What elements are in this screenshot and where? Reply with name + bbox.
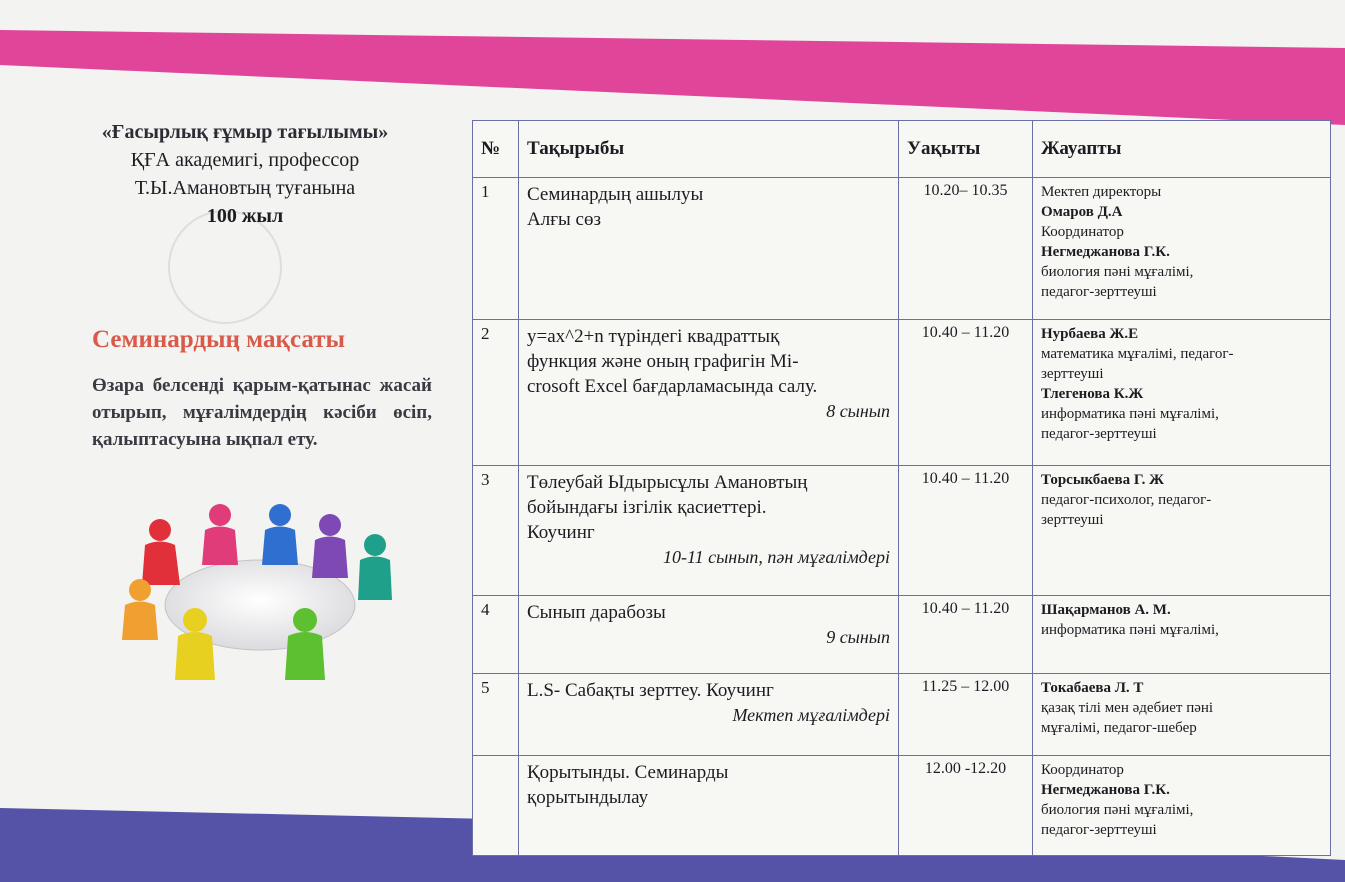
figure-blue [262,504,298,565]
row-time: 10.40 – 11.20 [899,320,1033,466]
topic-line: қорытындылау [527,787,649,808]
row-time: 12.00 -12.20 [899,756,1033,856]
responsible-name: Токабаева Л. Т [1041,680,1144,696]
topic-line: Семинардың ашылуы [527,184,704,205]
figure-red [142,519,180,585]
row-time: 11.25 – 12.00 [899,674,1033,756]
table-header-row [473,121,1331,178]
table-row [473,466,1331,596]
header-number: № [473,121,519,178]
figure-orange [122,579,158,640]
responsible-role: Мектеп директоры [1041,184,1162,200]
people-around-table-icon [120,490,400,690]
table-row [473,674,1331,756]
responsible-role: биология пәні мұғалімі, [1041,264,1194,280]
row-number [473,756,519,856]
table-row [473,756,1331,856]
row-responsible [1033,756,1331,856]
topic-audience: Мектеп мұғалімдері [732,705,890,725]
row-responsible [1033,596,1331,674]
event-subtitle-1: ҚҒА академигі, профессор [130,149,360,171]
row-number: 1 [473,178,519,320]
row-number: 5 [473,674,519,756]
event-header [40,118,450,230]
row-topic [519,596,899,674]
figure-purple [312,514,348,578]
header-responsible: Жауапты [1033,121,1331,178]
topic-line: Сынып дарабозы [527,602,666,623]
topic-audience: 9 сынып [826,627,890,647]
responsible-role: педагог-зерттеуші [1041,284,1157,300]
figure-magenta [202,504,238,565]
table-row [473,178,1331,320]
topic-line: Төлеубай Ыдырысұлы Амановтың [527,472,808,493]
topic-line: функция және оның графигін Mi- [527,351,799,372]
responsible-role: информатика пәні мұғалімі, [1041,406,1219,422]
row-time: 10.40 – 11.20 [899,596,1033,674]
row-responsible [1033,178,1331,320]
responsible-role: информатика пәні мұғалімі, [1041,622,1219,638]
responsible-name: Негмеджанова Г.К. [1041,244,1170,260]
responsible-role: педагог-психолог, педагог- [1041,492,1212,508]
topic-line: бойындағы ізгілік қасиеттері. [527,497,767,518]
event-anniversary: 100 жыл [206,205,284,227]
responsible-role: биология пәні мұғалімі, [1041,802,1194,818]
schedule-table [472,120,1331,856]
row-number: 3 [473,466,519,596]
topic-audience: 10-11 сынып, пән мұғалімдері [662,547,890,567]
row-topic [519,320,899,466]
responsible-role: педагог-зерттеуші [1041,822,1157,838]
responsible-role: математика мұғалімі, педагог- [1041,346,1234,362]
responsible-role: зерттеуші [1041,366,1104,382]
event-subtitle-2: Т.Ы.Амановтың туғанына [134,177,356,199]
topic-line: Коучинг [527,522,595,543]
row-number: 4 [473,596,519,674]
topic-audience: 8 сынып [826,401,890,421]
row-time: 10.20– 10.35 [899,178,1033,320]
responsible-role: мұғалімі, педагог-шебер [1041,720,1197,736]
topic-line: Қорытынды. Семинарды [527,762,729,783]
responsible-name: Тлегенова К.Ж [1041,386,1144,402]
header-time: Уақыты [899,121,1033,178]
topic-line: Алғы сөз [527,209,601,230]
responsible-role: Координатор [1041,762,1124,778]
responsible-name: Нурбаева Ж.Е [1041,326,1139,342]
responsible-name: Негмеджанова Г.К. [1041,782,1170,798]
topic-line: crosoft Excel бағдарламасында салу. [527,376,818,397]
table-row [473,320,1331,466]
row-responsible [1033,674,1331,756]
responsible-role: қазақ тілі мен әдебиет пәні [1041,700,1214,716]
row-responsible [1033,466,1331,596]
row-responsible [1033,320,1331,466]
topic-line: y=ax^2+n түріндегі квадраттық [527,326,780,347]
event-title: «Ғасырлық ғұмыр тағылымы» [101,121,389,143]
responsible-role: Координатор [1041,224,1124,240]
row-number: 2 [473,320,519,466]
row-time: 10.40 – 11.20 [899,466,1033,596]
figure-teal [358,534,392,600]
header-topic: Тақырыбы [519,121,899,178]
goal-title: Семинардың мақсаты [92,326,346,353]
table-row [473,596,1331,674]
goal-text: Өзара белсенді қарым-қатынас жасай отырып, мұғалімдердің кәсіби өсіп, қалыптасуына ықпал ету. [92,375,432,450]
responsible-name: Шақарманов А. М. [1041,602,1171,618]
topic-line: L.S- Сабақты зерттеу. Коучинг [527,680,774,701]
responsible-name: Омаров Д.А [1041,204,1123,220]
row-topic [519,178,899,320]
responsible-name: Торсыкбаева Г. Ж [1041,472,1165,488]
row-topic [519,466,899,596]
responsible-role: педагог-зерттеуші [1041,426,1157,442]
row-topic [519,674,899,756]
responsible-role: зерттеуші [1041,512,1104,528]
left-panel [0,0,460,882]
row-topic [519,756,899,856]
